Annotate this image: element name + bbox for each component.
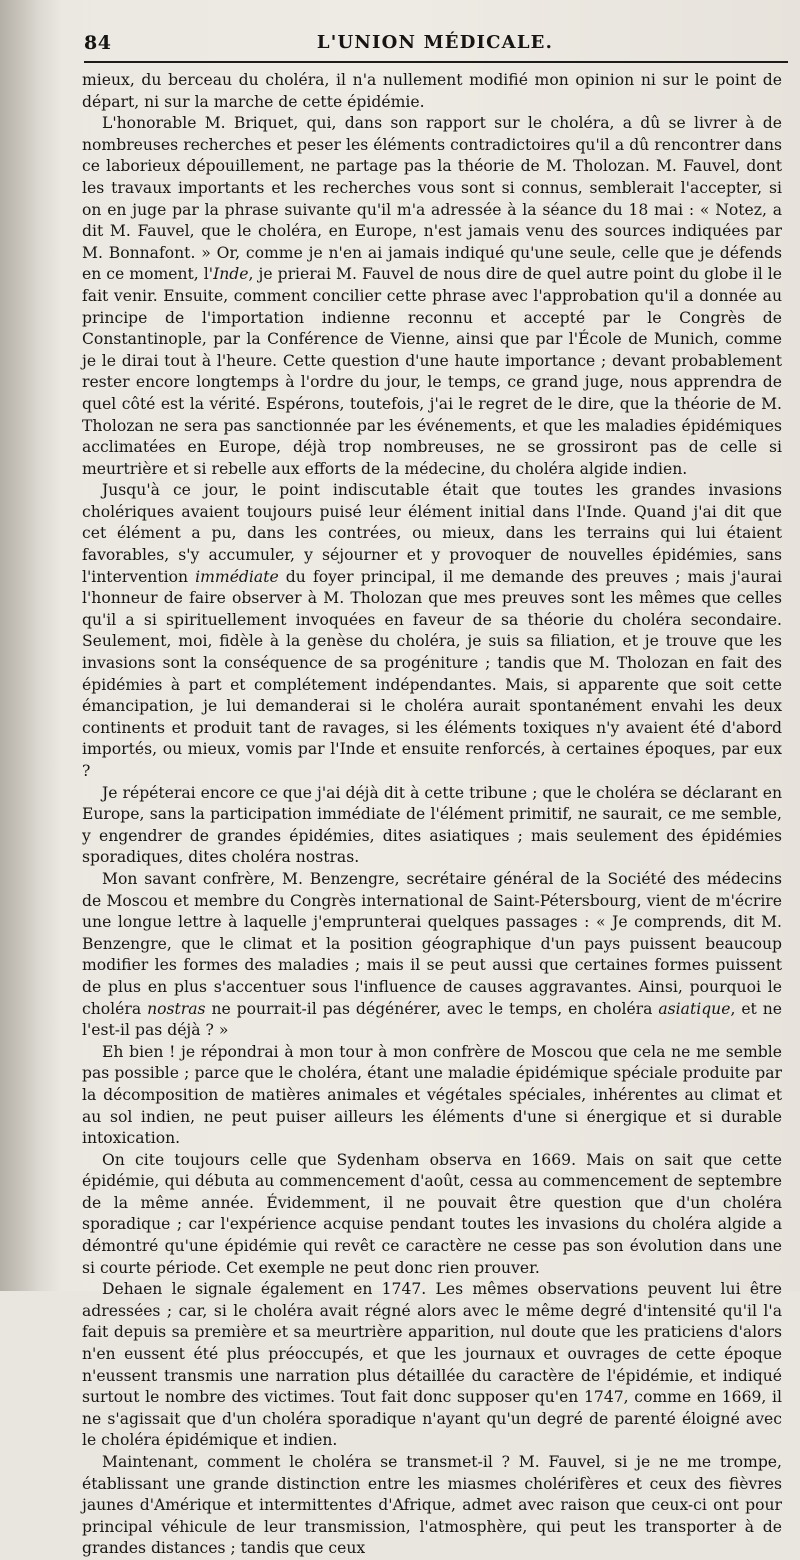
paragraph [82,70,782,113]
paragraph [82,783,782,869]
running-head: L'UNION MÉDICALE. [316,32,554,53]
paragraph-text: Je répéterai encore ce que j'ai déjà dit à cette tribune ; que le choléra se déclarant en Europe, sans la participation immédiate de l'élément primitif, ne saurait, ce me semble, y engendrer de grandes épidémies, dites asiatiques ; mais seulement des épidémies sporadiques, dites choléra nostras. [82,783,782,867]
paragraph [82,869,782,1042]
page-header [84,28,786,58]
paragraph-text: ne pourrait-il pas dégénérer, avec le temps, en choléra [205,999,659,1018]
article-body [82,70,782,1560]
paragraph [82,1150,782,1280]
paragraph [82,1042,782,1150]
paragraph-text: On cite toujours celle que Sydenham observa en 1669. Mais on sait que cette épidémie, qui débuta au commencement d'août, cessa au commencement de septembre de la même année. Évidemment, il ne pouvait être question que d'un choléra sporadique ; car l'expérience acquise pendant toutes les invasions du choléra algide a démontré qu'une épidémie qui revêt ce caractère ne cesse pas son évolution dans une si courte période. Cet exemple ne peut donc rien prouver. [82,1150,782,1277]
paragraph-text: du foyer principal, il me demande des preuves ; mais j'aurai l'honneur de faire observer à M. Tholozan que mes preuves sont les mêmes que celles qu'il a si spirituellement invoquées en faveur de sa théorie du choléra secondaire. Seulement, moi, fidèle à la genèse du choléra, je suis sa filiation, et je trouve que les invasions sont la conséquence de sa progéniture ; tandis que M. Tholozan en fait des épidémies à part et complétement indépendantes. Mais, si apparente que soit cette émancipation, je lui demanderai si le choléra aurait spontanément envahi les deux continents et produit tant de ravages, si les éléments toxiques n'y avaient été d'abord importés, ou mieux, vomis par l'Inde et ensuite renforcés, à certaines époques, par eux ? [82,567,783,780]
paragraph-text: L'honorable M. Briquet, qui, dans son rapport sur le choléra, a dû se livrer à de nombreuses recherches et peser les éléments contradictoires qu'il a dû rencontrer dans ce laborieux dépouillement, ne partage pas la théorie de M. Tholozan. M. Fauvel, dont les travaux importants et les recherches vous sont si connus, semblerait l'accepter, si on en juge par la phrase suivante qu'il m'a adressée à la séance du 18 mai : « Notez, a dit M. Fauvel, que le choléra, en Europe, n'est jamais venu des sources indiquées par M. Bonnafont. » Or, comme je n'en ai jamais indiqué qu'une seule, celle que je défends en ce moment, l' [82,114,782,284]
paragraph [82,113,782,480]
paragraph-text: Maintenant, comment le choléra se transmet-il ? M. Fauvel, si je ne me trompe, établissant une grande distinction entre les miasmes cholérifères et ceux des fièvres jaunes d'Amérique et intermittentes d'Afrique, admet avec raison que ceux-ci ont pour principal véhicule de leur transmission, l'atmosphère, qui peut les transporter à de grandes distances ; tandis que ceux [82,1453,782,1558]
paragraph-text: Mon savant confrère, M. Benzengre, secrétaire général de la Société des médecins de Moscou et membre du Congrès international de Saint-Pétersbourg, vient de m'écrire une longue lettre à laquelle j'emprunterai quelques passages : « Je comprends, dit M. Benzengre, que le climat et la position géographique d'un pays puissent beaucoup modifier les formes des maladies ; mais il se peut aussi que certaines formes puissent de plus en plus s'accentuer sous l'influence de causes aggravantes. Ainsi, pourquoi le choléra [82,869,782,1018]
binding-shadow [0,0,62,1291]
italic-text: nostras [147,999,206,1018]
paragraph [82,1452,782,1560]
paragraph [82,480,782,782]
italic-text: immédiate [195,567,279,586]
paragraph-text: Jusqu'à ce jour, le point indiscutable était que toutes les grandes invasions cholériques avaient toujours puisé leur élément initial dans l'Inde. Quand j'ai dit que cet élément a pu, dans les contrées, ou mieux, dans les terrains qui lui étaient favorables, s'y accumuler, y séjourner et y provoquer de nouvelles épidémies, sans l'intervention [82,481,782,586]
italic-text: asiatique [658,999,731,1018]
paragraph-text: mieux, du berceau du choléra, il n'a nullement modifié mon opinion ni sur le point de départ, ni sur la marche de cette épidémie. [82,71,782,111]
paragraph-text: , je prierai M. Fauvel de nous dire de quel autre point du globe il le fait venir. Ensuite, comment concilier cette phrase avec l'approbation qu'il a donnée au principe de l'importation indienne reconnu et accepté par le Congrès de Constantinople, par la Conférence de Vienne, ainsi que par l'École de Munich, comme je le dirai tout à l'heure. Cette question d'une haute importance ; devant probablement rester encore longtemps à l'ordre du jour, le temps, ce grand juge, nous apprendra de quel côté est la vérité. Espérons, toutefois, j'ai le regret de le dire, que la théorie de M. Tholozan ne sera pas sanctionnée par les événements, et que les maladies épidémiques acclimatées en Europe, déjà trop nombreuses, ne se grossiront pas de celle si meurtrière et si rebelle aux efforts de la médecine, du choléra algide indien. [82,265,783,478]
paragraph-text: , et ne l'est-il pas déjà ? » [82,999,783,1040]
header-rule [84,61,788,63]
paragraph-text: Dehaen le signale également en 1747. Les mêmes observations peuvent lui être adressées ; car, si le choléra avait régné alors avec le même degré d'intensité qu'il l'a fait depuis sa première et sa meurtrière apparition, nul doute que les praticiens d'alors n'en eussent été plus préoccupés, et que les journaux et ouvrages de cette époque n'eussent transmis une narration plus détaillée du caractère de l'épidémie, et indiqué surtout le nombre des victimes. Tout fait donc supposer qu'en 1747, comme en 1669, il ne s'agissait que d'un choléra sporadique n'ayant qu'un degré de parenté éloigné avec le choléra épidémique et indien. [82,1280,782,1450]
paragraph [82,1279,782,1452]
italic-text: Inde [213,265,249,284]
paragraph-text: Eh bien ! je répondrai à mon tour à mon confrère de Moscou que cela ne me semble pas possible ; parce que le choléra, étant une maladie épidémique spéciale produite par la décomposition de matières animales et végétales spéciales, inhérentes au climat et au sol indien, ne peut puiser ailleurs les éléments d'une si énergique et si durable intoxication. [82,1042,782,1148]
page-number: 84 [84,32,112,54]
